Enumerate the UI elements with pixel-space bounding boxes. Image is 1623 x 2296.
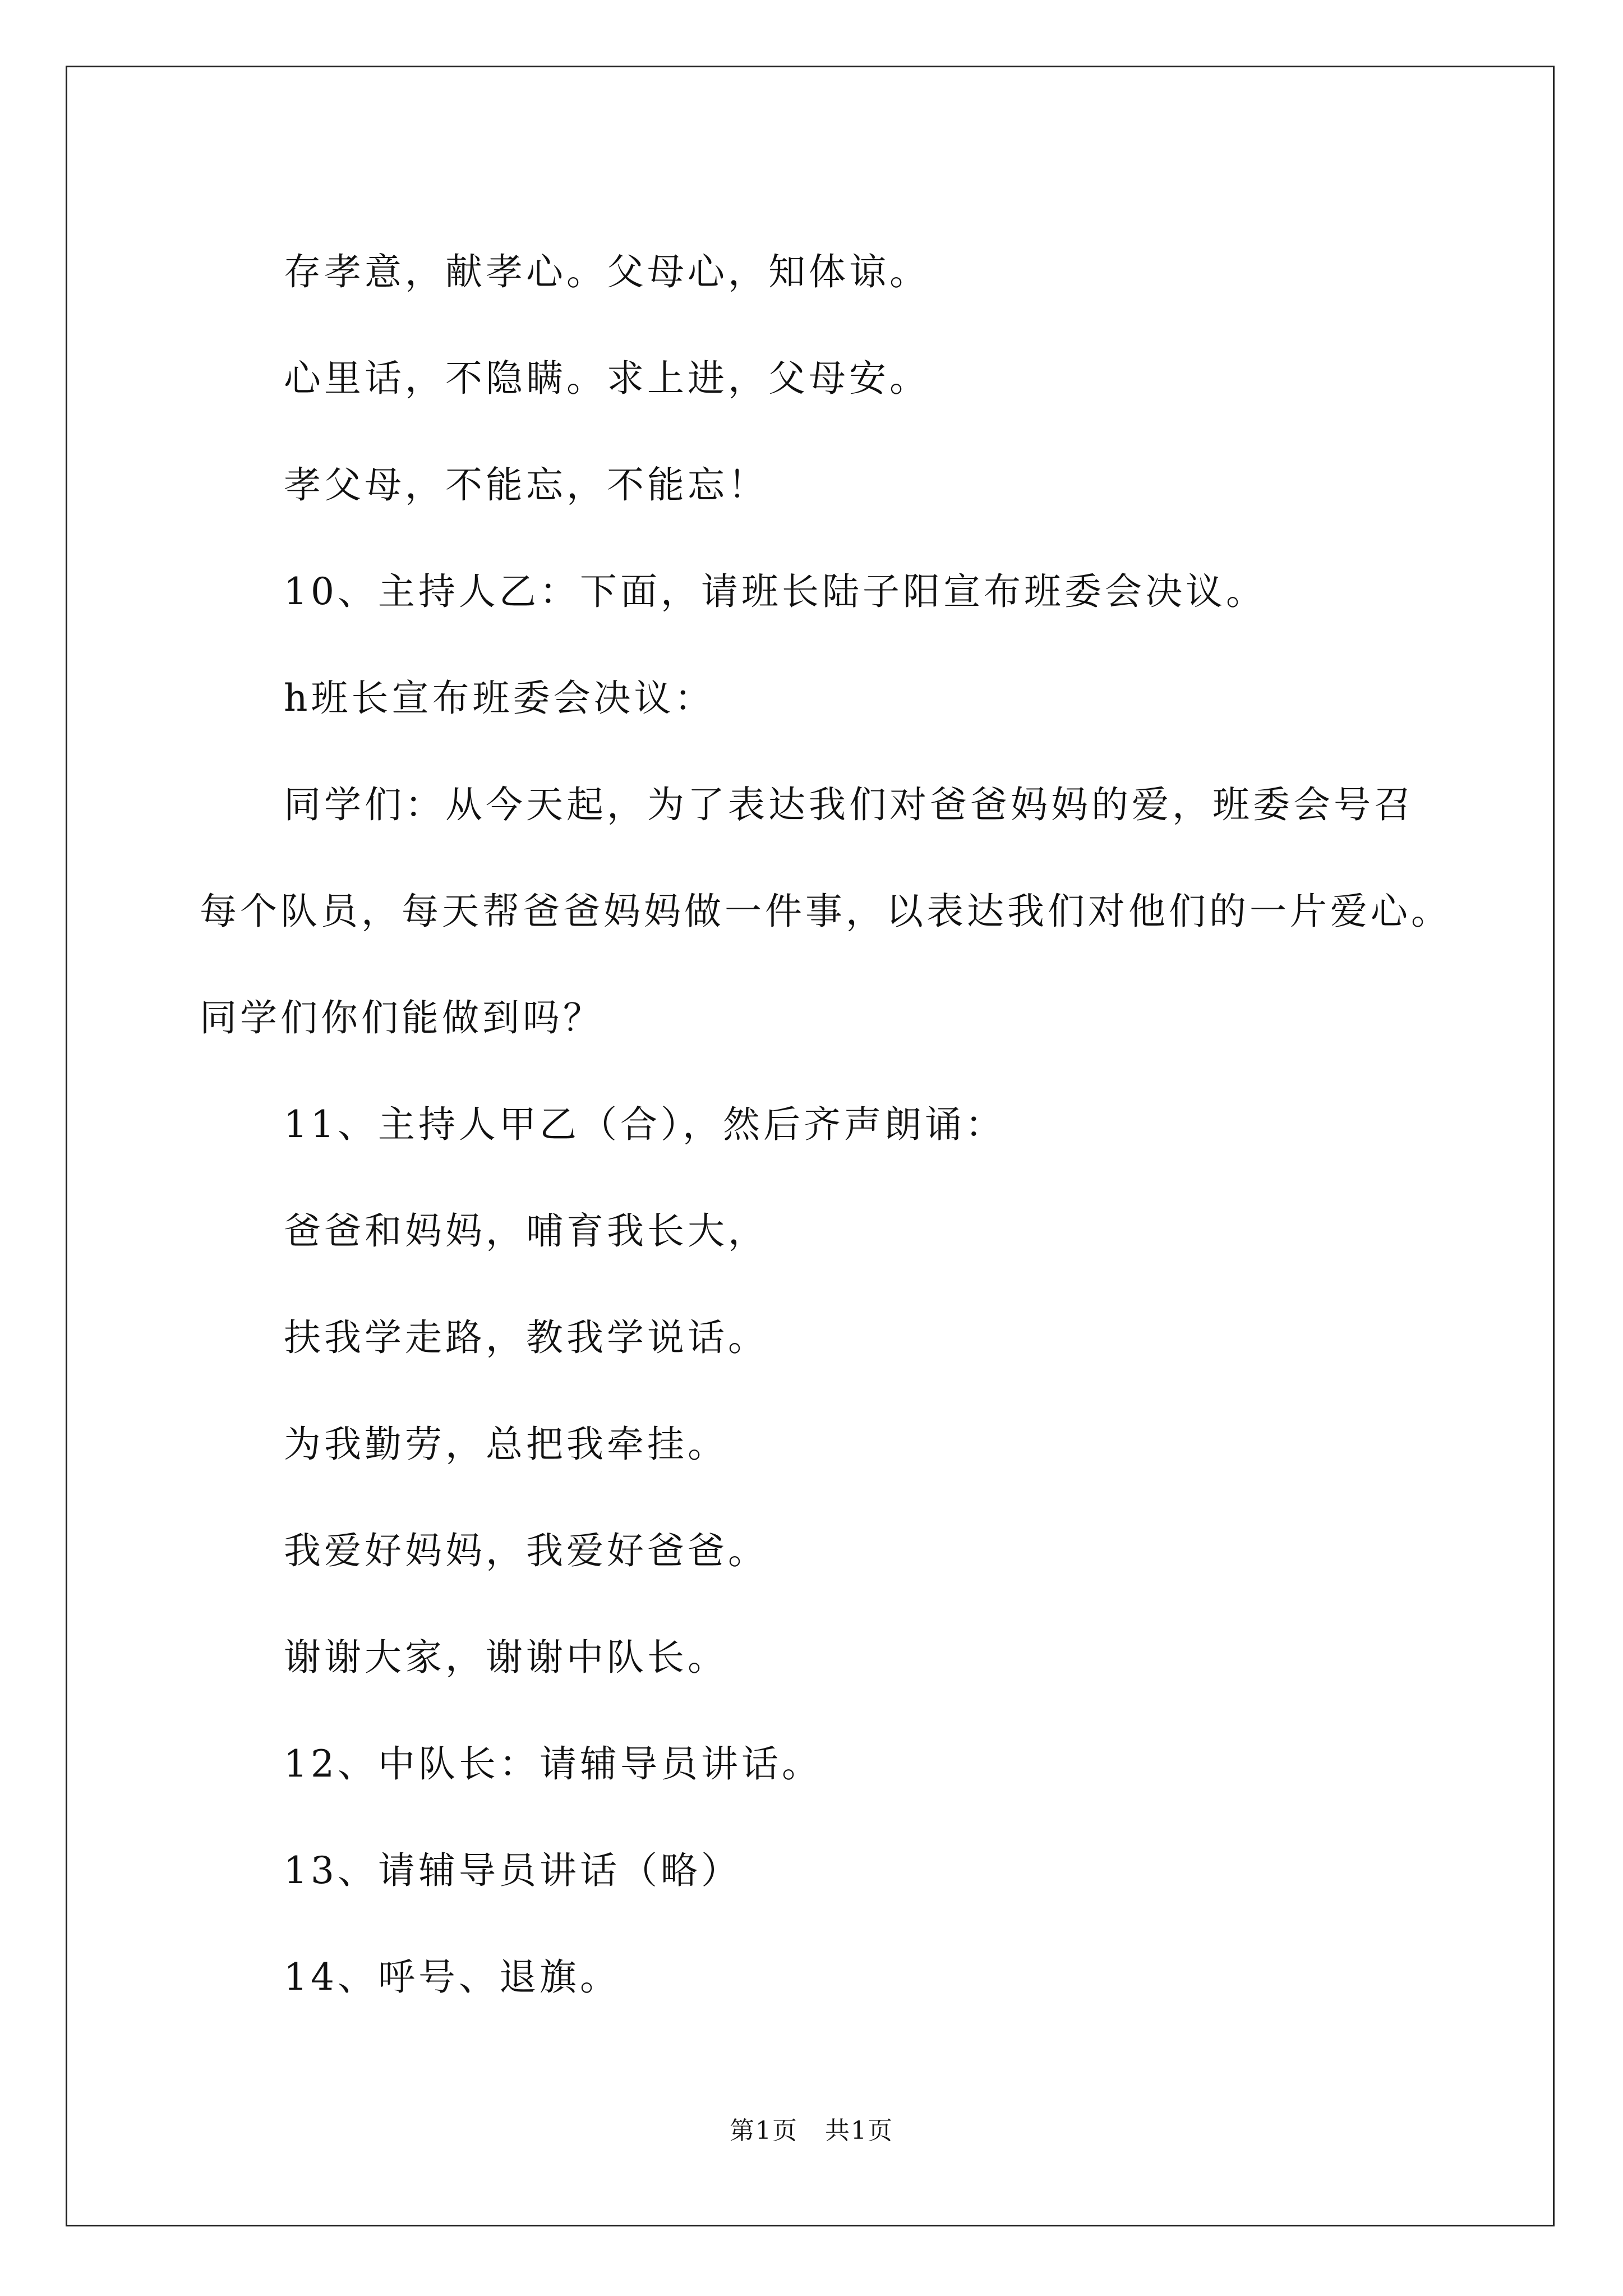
paragraph: 爸爸和妈妈，哺育我长大， — [284, 1209, 768, 1253]
paragraph: 每个队员，每天帮爸爸妈妈做一件事，以表达我们对他们的一片爱心。 — [200, 890, 1451, 933]
page-footer — [0, 2110, 1623, 2146]
paragraph: 扶我学走路，教我学说话。 — [284, 1316, 768, 1359]
document-body — [200, 219, 1456, 2031]
page-number: 第1页 — [730, 2116, 798, 2145]
page-total: 共1页 — [825, 2116, 893, 2145]
paragraph: 为我勤劳，总把我牵挂。 — [284, 1423, 728, 1466]
paragraph: 谢谢大家，谢谢中队长。 — [284, 1636, 728, 1679]
paragraph: 我爱好妈妈，我爱好爸爸。 — [284, 1529, 768, 1572]
paragraph: 存孝意，献孝心。父母心，知体谅。 — [284, 250, 930, 293]
paragraph: h班长宣布班委会决议： — [284, 677, 715, 720]
paragraph: 同学们：从今天起，为了表达我们对爸爸妈妈的爱，班委会号召 — [284, 783, 1414, 826]
paragraph: 11、主持人甲乙（合），然后齐声朗诵： — [284, 1103, 1006, 1146]
paragraph: 14、呼号、退旗。 — [284, 1955, 620, 1999]
paragraph: 10、主持人乙：下面，请班长陆子阳宣布班委会决议。 — [284, 570, 1266, 613]
paragraph: 12、中队长：请辅导员讲话。 — [284, 1742, 822, 1786]
paragraph: 心里话，不隐瞒。求上进，父母安。 — [284, 357, 930, 400]
paragraph: 同学们你们能做到吗？ — [200, 996, 603, 1039]
paragraph: 孝父母，不能忘，不能忘！ — [284, 463, 768, 507]
paragraph: 13、请辅导员讲话（略） — [284, 1849, 741, 1892]
